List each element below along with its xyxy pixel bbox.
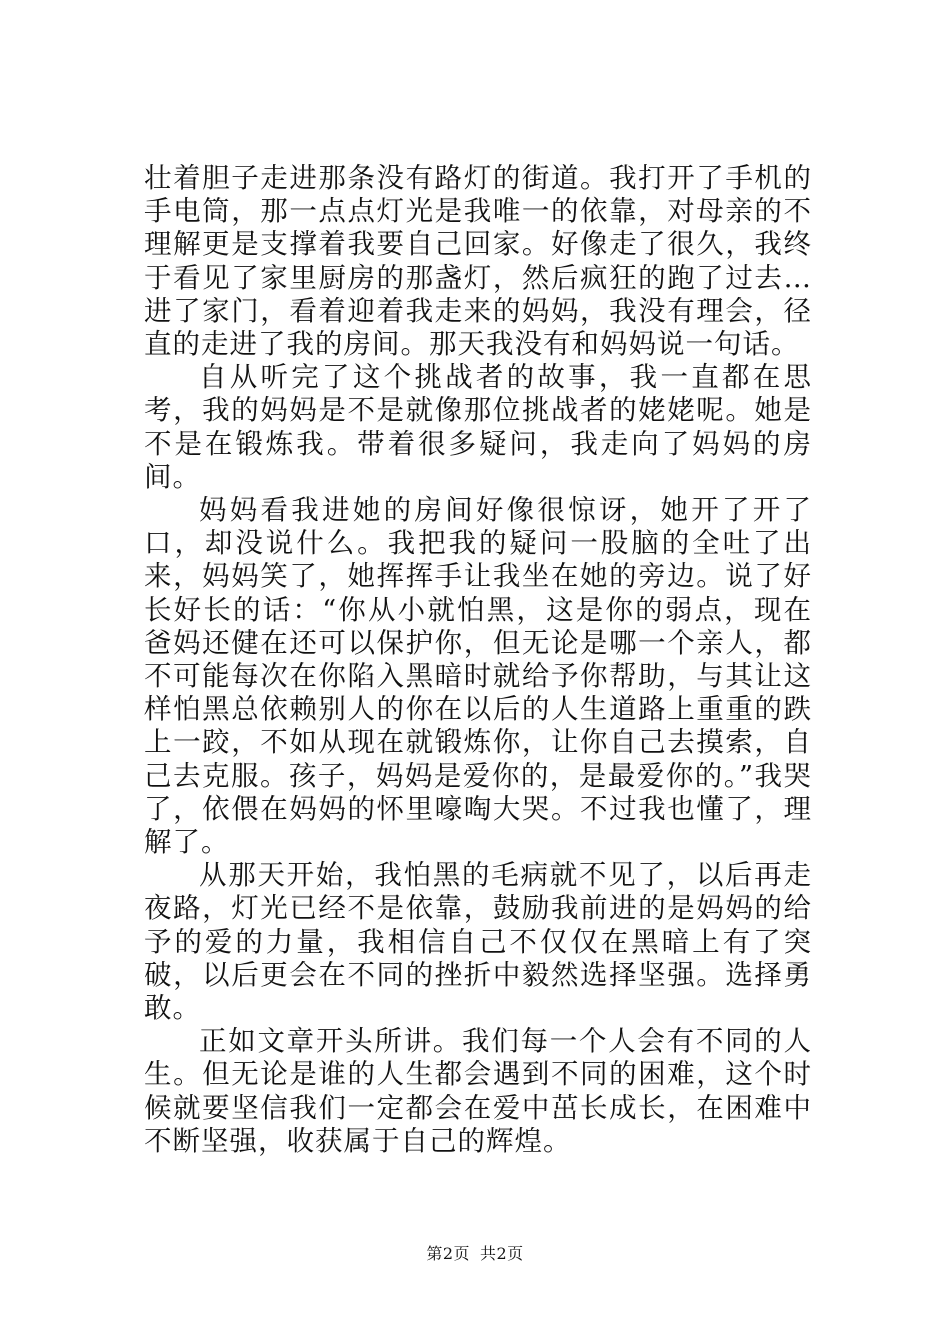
page-footer [0,1244,950,1264]
paragraph-4: 从那天开始，我怕黑的毛病就不见了，以后再走夜路，灯光已经不是依靠，鼓励我前进的是妈妈的给予的爱的力量，我相信自己不仅仅在黑暗上有了突破，以后更会在不同的挫折中毅然选择坚强。选择勇敢。 [144,859,812,1025]
page-number-total: 共2页 [480,1244,524,1263]
paragraph-2: 自从听完了这个挑战者的故事，我一直都在思考，我的妈妈是不是就像那位挑战者的姥姥呢。她是不是在锻炼我。带着很多疑问，我走向了妈妈的房间。 [144,361,812,493]
paragraph-5: 正如文章开头所讲。我们每一个人会有不同的人生。但无论是谁的人生都会遇到不同的困难，这个时候就要坚信我们一定都会在爱中茁长成长，在困难中不断坚强，收获属于自己的辉煌。 [144,1025,812,1157]
paragraph-1: 壮着胆子走进那条没有路灯的街道。我打开了手机的手电筒，那一点点灯光是我唯一的依靠，对母亲的不理解更是支撑着我要自己回家。好像走了很久，我终于看见了家里厨房的那盏灯，然后疯狂的跑了过去…进了家门，看着迎着我走来的妈妈，我没有理会，径直的走进了我的房间。那天我没有和妈妈说一句话。 [144,162,812,361]
body-text [144,162,812,1158]
page-number-current: 第2页 [426,1244,470,1263]
paragraph-3: 妈妈看我进她的房间好像很惊讶，她开了开了口，却没说什么。我把我的疑问一股脑的全吐了出来，妈妈笑了，她挥挥手让我坐在她的旁边。说了好长好长的话：“你从小就怕黑，这是你的弱点，现在爸妈还健在还可以保护你，但无论是哪一个亲人，都不可能每次在你陷入黑暗时就给予你帮助，与其让这样怕黑总依赖别人的你在以后的人生道路上重重的跌上一跤，不如从现在就锻炼你，让你自己去摸索，自己去克服。孩子，妈妈是爱你的，是最爱你的。”我哭了，依偎在妈妈的怀里嚎啕大哭。不过我也懂了，理解了。 [144,494,812,859]
